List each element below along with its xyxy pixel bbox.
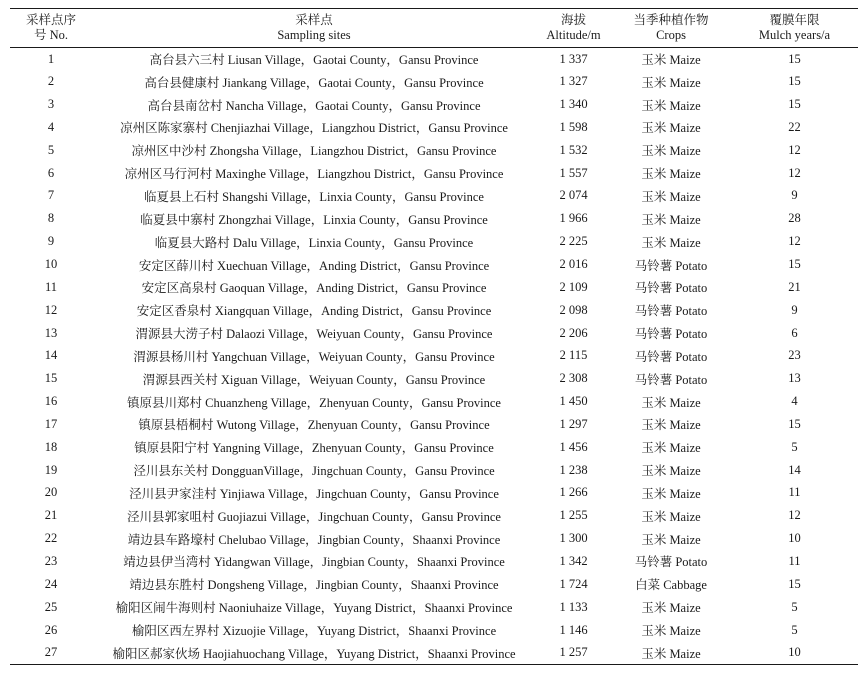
cell-crop: 玉米 Maize xyxy=(641,235,701,250)
cell-altitude: 1 133 xyxy=(559,599,588,614)
cell-altitude: 2 308 xyxy=(559,371,588,386)
cell-sample-no: 2 xyxy=(47,74,55,89)
cell-sample-no: 4 xyxy=(47,119,55,134)
cell-sample-no: 15 xyxy=(44,371,58,386)
cell-sample-no: 21 xyxy=(44,508,58,523)
header-sampling-sites-en: Sampling sites xyxy=(277,28,351,42)
cell-altitude: 1 300 xyxy=(559,531,588,546)
table-row xyxy=(10,641,858,664)
cell-mulch-years: 22 xyxy=(788,119,801,134)
cell-mulch-years: 15 xyxy=(788,97,801,112)
cell-sample-no: 3 xyxy=(47,97,55,112)
cell-altitude: 1 146 xyxy=(559,622,588,637)
cell-crop: 玉米 Maize xyxy=(641,121,701,136)
table-row xyxy=(10,527,858,550)
cell-altitude: 1 255 xyxy=(559,508,588,523)
cell-mulch-years: 23 xyxy=(788,348,801,363)
cell-crop: 玉米 Maize xyxy=(641,167,701,182)
cell-crop: 玉米 Maize xyxy=(641,418,701,433)
cell-sampling-site: 渭源县西关村 Xiguan Village，Weiyuan County，Gansu Province xyxy=(142,372,486,387)
table-header xyxy=(10,9,858,48)
table-row xyxy=(10,573,858,596)
cell-sampling-site: 凉州区马行河村 Maxinghe Village，Liangzhou District，Gansu Province xyxy=(124,167,504,182)
cell-mulch-years: 5 xyxy=(791,622,798,637)
cell-altitude: 2 206 xyxy=(559,325,588,340)
header-crops-en: Crops xyxy=(656,28,686,42)
table-row xyxy=(10,322,858,345)
cell-sample-no: 5 xyxy=(47,142,55,157)
table-row xyxy=(10,253,858,276)
cell-sampling-site: 临夏县上石村 Shangshi Village，Linxia County，Gansu Province xyxy=(144,189,484,204)
cell-mulch-years: 15 xyxy=(788,576,801,591)
cell-altitude: 1 342 xyxy=(559,553,588,568)
cell-crop: 玉米 Maize xyxy=(641,486,701,501)
table-row xyxy=(10,185,858,208)
header-sample-no-en: 号 No. xyxy=(33,28,69,42)
cell-altitude: 1 557 xyxy=(559,165,588,180)
cell-sample-no: 10 xyxy=(44,257,58,272)
table-row xyxy=(10,93,858,116)
cell-sample-no: 12 xyxy=(44,302,58,317)
cell-sample-no: 24 xyxy=(44,576,58,591)
cell-crop: 马铃薯 Potato xyxy=(634,555,708,570)
cell-altitude: 1 266 xyxy=(559,485,588,500)
table-row xyxy=(10,162,858,185)
cell-altitude: 2 016 xyxy=(559,257,588,272)
cell-sampling-site: 榆阳区西左界村 Xizuojie Village，Yuyang District，Shaanxi Province xyxy=(131,624,497,639)
table-row xyxy=(10,367,858,390)
cell-altitude: 1 337 xyxy=(559,51,588,66)
cell-sampling-site: 榆阳区闹牛海则村 Naoniuhaize Village，Yuyang District，Shaanxi Province xyxy=(115,601,513,616)
table-row xyxy=(10,504,858,527)
table-row xyxy=(10,619,858,642)
cell-crop: 马铃薯 Potato xyxy=(634,349,708,364)
cell-crop: 马铃薯 Potato xyxy=(634,327,708,342)
cell-sampling-site: 安定区香泉村 Xiangquan Village，Anding District，Gansu Province xyxy=(136,304,492,319)
cell-sample-no: 23 xyxy=(44,553,58,568)
cell-sample-no: 25 xyxy=(44,599,58,614)
cell-sample-no: 26 xyxy=(44,622,58,637)
cell-sample-no: 17 xyxy=(44,416,58,431)
cell-crop: 玉米 Maize xyxy=(641,144,701,159)
cell-altitude: 1 257 xyxy=(536,641,611,664)
cell-mulch-years: 14 xyxy=(788,462,801,477)
table-row xyxy=(10,276,858,299)
table-row xyxy=(10,207,858,230)
header-altitude xyxy=(536,9,611,48)
cell-altitude: 1 450 xyxy=(559,394,588,409)
cell-sample-no: 14 xyxy=(44,348,58,363)
cell-sampling-site: 高台县南岔村 Nancha Village，Gaotai County，Gansu Province xyxy=(147,98,481,113)
cell-crop: 玉米 Maize xyxy=(641,189,701,204)
cell-crop: 白菜 Cabbage xyxy=(635,578,707,593)
cell-sampling-site: 镇原县梧桐村 Wutong Village，Zhenyuan County，Gansu Province xyxy=(138,418,490,433)
cell-mulch-years: 12 xyxy=(788,508,801,523)
cell-crop: 马铃薯 Potato xyxy=(634,304,708,319)
table-row xyxy=(10,482,858,505)
cell-mulch-years: 13 xyxy=(788,371,801,386)
cell-sample-no: 8 xyxy=(47,211,55,226)
cell-crop: 玉米 Maize xyxy=(641,75,701,90)
cell-altitude: 2 074 xyxy=(559,188,588,203)
cell-altitude: 1 598 xyxy=(559,119,588,134)
header-crops xyxy=(611,9,731,48)
header-row xyxy=(10,9,858,48)
table-row xyxy=(10,48,858,71)
cell-sampling-site: 泾川县郭家咀村 Guojiazui Village，Jingchuan County，Gansu Province xyxy=(127,509,501,524)
header-altitude-zh: 海拔 xyxy=(560,13,586,27)
table-row xyxy=(10,70,858,93)
cell-sampling-site: 泾川县东关村 DongguanVillage，Jingchuan County，Gansu Province xyxy=(133,464,495,479)
cell-altitude: 1 327 xyxy=(559,74,588,89)
cell-mulch-years: 10 xyxy=(788,531,801,546)
cell-altitude: 2 109 xyxy=(559,279,588,294)
cell-mulch-years: 10 xyxy=(731,641,858,664)
cell-crop: 马铃薯 Potato xyxy=(634,258,708,273)
cell-crop: 玉米 Maize xyxy=(641,53,701,68)
cell-sampling-site: 镇原县阳宁村 Yangning Village，Zhenyuan County，Gansu Province xyxy=(134,441,494,456)
table-row xyxy=(10,596,858,619)
header-sample-no-zh: 采样点序 xyxy=(25,13,76,27)
cell-altitude: 2 115 xyxy=(559,348,588,363)
table-row xyxy=(10,116,858,139)
cell-altitude: 2 098 xyxy=(559,302,588,317)
cell-sampling-site: 渭源县大涝子村 Dalaozi Village，Weiyuan County，Gansu Province xyxy=(135,327,493,342)
table-row xyxy=(10,390,858,413)
cell-crop: 玉米 Maize xyxy=(611,641,731,664)
cell-mulch-years: 28 xyxy=(788,211,801,226)
cell-sample-no: 7 xyxy=(47,188,55,203)
cell-sample-no: 1 xyxy=(47,51,55,66)
header-crops-zh: 当季种植作物 xyxy=(633,13,709,27)
cell-altitude: 1 456 xyxy=(559,439,588,454)
cell-mulch-years: 6 xyxy=(791,325,798,340)
header-sampling-sites-zh: 采样点 xyxy=(295,13,333,27)
cell-sample-no: 16 xyxy=(44,394,58,409)
cell-sample-no: 11 xyxy=(44,279,58,294)
cell-mulch-years: 9 xyxy=(791,302,798,317)
cell-mulch-years: 15 xyxy=(788,257,801,272)
cell-sample-no: 22 xyxy=(44,531,58,546)
cell-mulch-years: 11 xyxy=(788,553,801,568)
cell-altitude: 1 340 xyxy=(559,97,588,112)
cell-sample-no: 9 xyxy=(47,234,55,249)
cell-sampling-site: 高台县健康村 Jiankang Village，Gaotai County，Gansu Province xyxy=(144,75,484,90)
cell-sample-no: 13 xyxy=(44,325,58,340)
cell-crop: 玉米 Maize xyxy=(641,98,701,113)
cell-mulch-years: 15 xyxy=(788,416,801,431)
cell-altitude: 1 724 xyxy=(559,576,588,591)
cell-crop: 玉米 Maize xyxy=(641,509,701,524)
table-body xyxy=(10,48,858,665)
table-row xyxy=(10,413,858,436)
table-row xyxy=(10,550,858,573)
cell-crop: 玉米 Maize xyxy=(641,464,701,479)
cell-mulch-years: 12 xyxy=(788,142,801,157)
table-row xyxy=(10,139,858,162)
cell-altitude: 1 297 xyxy=(559,416,588,431)
cell-altitude: 1 532 xyxy=(559,142,588,157)
cell-sampling-site: 镇原县川郑村 Chuanzheng Village，Zhenyuan County，Gansu Province xyxy=(127,395,501,410)
table-row xyxy=(10,436,858,459)
header-sample-no xyxy=(10,9,92,48)
cell-crop: 马铃薯 Potato xyxy=(634,281,708,296)
cell-mulch-years: 21 xyxy=(788,279,801,294)
table-row xyxy=(10,459,858,482)
table-row xyxy=(10,299,858,322)
cell-sample-no: 20 xyxy=(44,485,58,500)
cell-crop: 玉米 Maize xyxy=(641,212,701,227)
cell-sample-no: 6 xyxy=(47,165,55,180)
cell-mulch-years: 11 xyxy=(788,485,801,500)
header-altitude-en: Altitude/m xyxy=(546,28,601,42)
sampling-sites-table xyxy=(10,8,858,665)
cell-sampling-site: 安定区高泉村 Gaoquan Village，Anding District，Gansu Province xyxy=(141,281,487,296)
cell-mulch-years: 5 xyxy=(791,599,798,614)
cell-mulch-years: 4 xyxy=(791,394,798,409)
cell-crop: 玉米 Maize xyxy=(641,532,701,547)
cell-altitude: 2 225 xyxy=(559,234,588,249)
cell-sample-no: 18 xyxy=(44,439,58,454)
cell-crop: 马铃薯 Potato xyxy=(634,372,708,387)
cell-mulch-years: 12 xyxy=(788,165,801,180)
cell-mulch-years: 5 xyxy=(791,439,798,454)
table-row xyxy=(10,230,858,253)
cell-sampling-site: 榆阳区郝家伙场 Haojiahuochang Village，Yuyang District，Shaanxi Province xyxy=(92,641,536,664)
cell-crop: 玉米 Maize xyxy=(641,601,701,616)
cell-altitude: 1 238 xyxy=(559,462,588,477)
cell-mulch-years: 15 xyxy=(788,74,801,89)
cell-crop: 玉米 Maize xyxy=(641,395,701,410)
header-mulch-years-en: Mulch years/a xyxy=(758,28,831,42)
cell-sampling-site: 渭源县杨川村 Yangchuan Village，Weiyuan County，Gansu Province xyxy=(133,349,495,364)
cell-mulch-years: 12 xyxy=(788,234,801,249)
cell-sampling-site: 靖边县伊当湾村 Yidangwan Village，Jingbian County，Shaanxi Province xyxy=(123,555,505,570)
table-row xyxy=(10,344,858,367)
cell-altitude: 1 966 xyxy=(559,211,588,226)
header-sampling-sites xyxy=(92,9,536,48)
cell-sampling-site: 泾川县尹家洼村 Yinjiawa Village，Jingchuan County，Gansu Province xyxy=(129,486,499,501)
header-mulch-years xyxy=(731,9,858,48)
cell-sampling-site: 靖边县东胜村 Dongsheng Village，Jingbian County，Shaanxi Province xyxy=(129,578,499,593)
cell-sampling-site: 临夏县中寨村 Zhongzhai Village，Linxia County，Gansu Province xyxy=(140,212,488,227)
cell-sampling-site: 临夏县大路村 Dalu Village，Linxia County，Gansu Province xyxy=(154,235,474,250)
cell-sampling-site: 凉州区陈家寨村 Chenjiazhai Village，Liangzhou District，Gansu Province xyxy=(120,121,508,136)
cell-sampling-site: 凉州区中沙村 Zhongsha Village，Liangzhou District，Gansu Province xyxy=(131,144,497,159)
cell-sampling-site: 高台县六三村 Liusan Village，Gaotai County，Gansu Province xyxy=(149,53,479,68)
cell-mulch-years: 15 xyxy=(788,51,801,66)
cell-sampling-site: 安定区薛川村 Xuechuan Village，Anding District，Gansu Province xyxy=(138,258,490,273)
cell-crop: 玉米 Maize xyxy=(641,624,701,639)
header-mulch-years-zh: 覆膜年限 xyxy=(769,13,820,27)
cell-crop: 玉米 Maize xyxy=(641,441,701,456)
cell-mulch-years: 9 xyxy=(791,188,798,203)
cell-sample-no: 19 xyxy=(44,462,58,477)
cell-sampling-site: 靖边县车路壕村 Chelubao Village，Jingbian County，Shaanxi Province xyxy=(127,532,501,547)
cell-sample-no: 27 xyxy=(10,641,92,664)
